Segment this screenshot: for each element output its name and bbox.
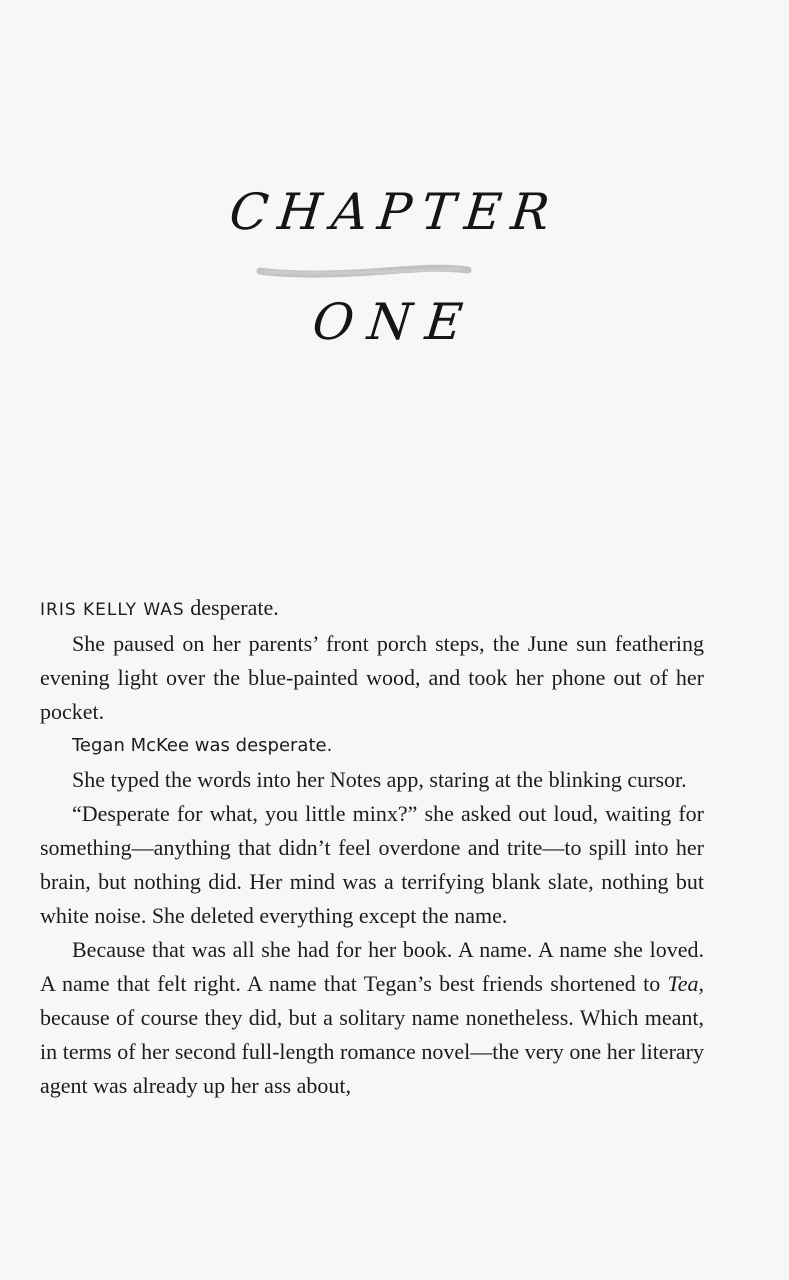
italic-name: Tea (667, 971, 699, 996)
opening-rest: desperate. (184, 595, 279, 620)
paragraph-text: Because that was all she had for her book. A name. A name she loved. A name that felt right. A name that Tegan’s best friends shortened to (40, 937, 704, 996)
paragraph-text: , because of course they did, but a solitary name nonetheless. Which meant, in terms of her second full-length romance novel—the very one her literary agent was already up her ass about, (40, 971, 704, 1098)
chapter-number: ONE (309, 293, 480, 351)
paragraph (40, 933, 704, 1103)
brush-stroke-divider (256, 262, 472, 280)
opening-lead: IRIS KELLY WAS (40, 600, 185, 620)
opening-line (40, 591, 704, 627)
paragraph: She paused on her parents’ front porch steps, the June sun feathering evening light over the blue-painted wood, and took her phone out of her pocket. (40, 631, 704, 724)
chapter-label: CHAPTER (226, 183, 563, 241)
paragraph: She typed the words into her Notes app, staring at the blinking cursor. (72, 767, 687, 792)
notes-app-line: Tegan McKee was desperate. (72, 735, 333, 756)
paragraph: “Desperate for what, you little minx?” she asked out loud, waiting for something—anything that didn’t feel overdone and trite—to spill into her brain, but nothing did. Her mind was a terrifying blank slate, nothing but white noise. She deleted everything except the name. (40, 801, 704, 928)
chapter-body (40, 591, 704, 1103)
